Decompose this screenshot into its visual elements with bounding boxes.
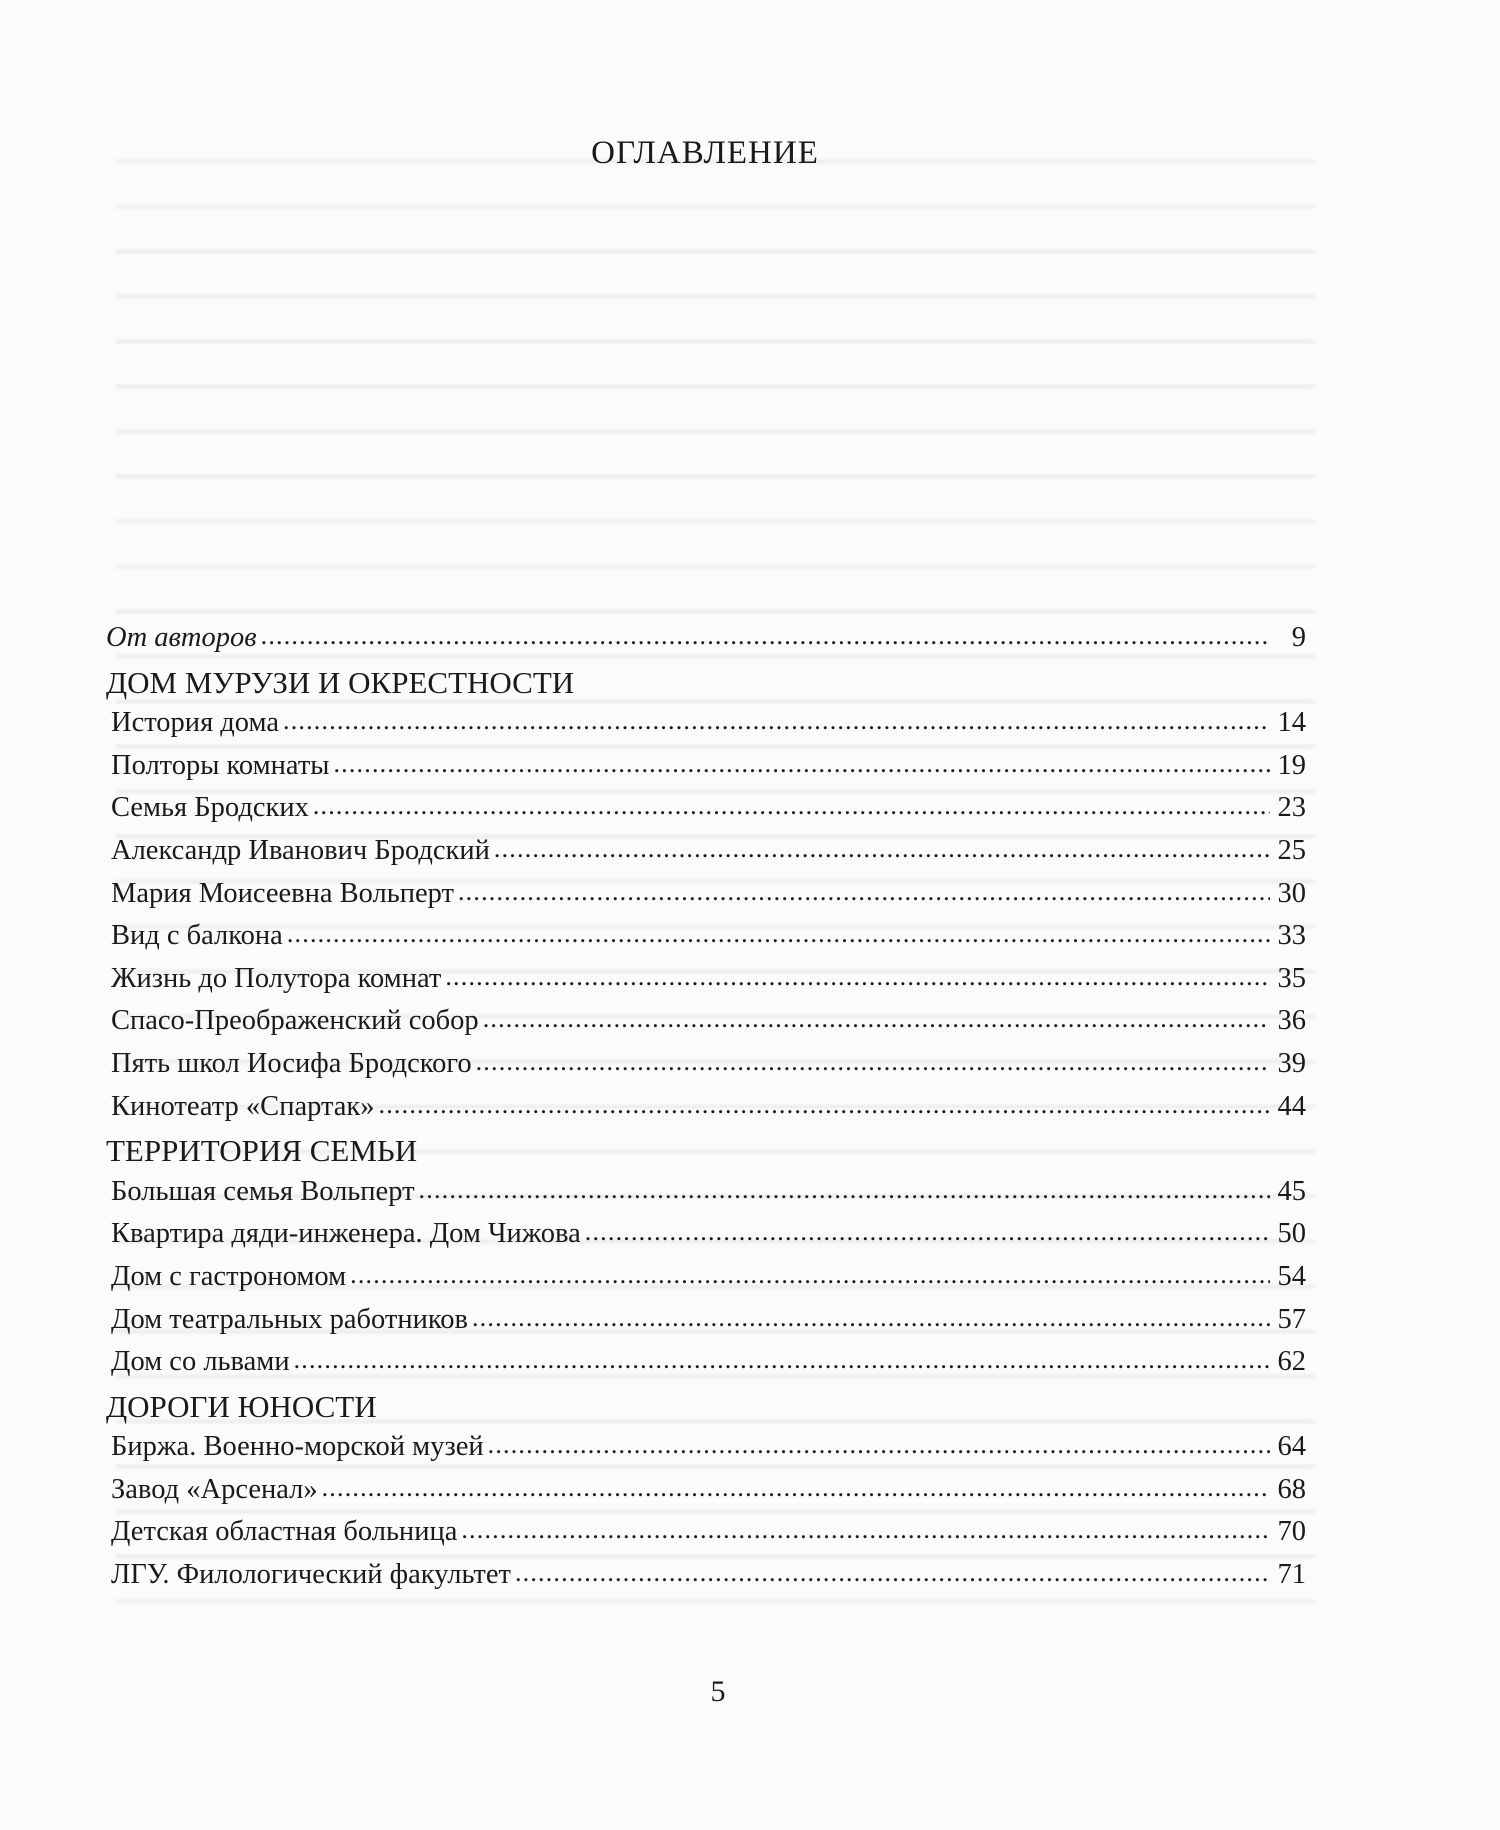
toc-page-number: 71 [1277,1559,1306,1591]
toc-section-heading [106,1133,1306,1176]
toc-section-heading [106,1389,1306,1432]
dot-leader [287,918,1270,950]
toc-page-number: 44 [1277,1090,1306,1122]
toc-page-number: 35 [1277,962,1306,994]
toc-page-number: 14 [1277,707,1306,739]
toc-entry[interactable] [106,1304,1306,1347]
toc-page-number: 64 [1277,1431,1306,1463]
toc-page-number: 30 [1277,877,1306,909]
toc-entry[interactable] [106,1474,1306,1517]
dot-leader [458,876,1270,908]
toc-entry-label: Семья Бродских [111,792,309,824]
toc-page-number: 33 [1277,920,1306,952]
dot-leader [350,1259,1270,1291]
dot-leader [322,1472,1270,1504]
dot-leader [379,1089,1270,1121]
toc-entry-label: Пять школ Иосифа Бродского [111,1047,472,1079]
toc-entry-label: Мария Моисеевна Вольперт [111,877,454,909]
toc-entry[interactable] [106,1261,1306,1304]
toc-page-number: 70 [1277,1516,1306,1548]
toc-entry-label: Биржа. Военно-морской музей [111,1431,484,1463]
toc-entry[interactable] [106,1005,1306,1048]
toc-entry-label: Вид с балкона [111,920,283,952]
toc-page-number: 45 [1277,1175,1306,1207]
toc-page-number: 36 [1277,1005,1306,1037]
toc-entry[interactable] [106,1176,1306,1219]
toc-entry-label: Детская областная больница [111,1516,458,1548]
toc-section-heading [106,665,1306,708]
toc-entry[interactable] [106,707,1306,750]
toc-entry[interactable] [106,878,1306,921]
section-title: ТЕРРИТОРИЯ СЕМЬИ [106,1133,418,1169]
toc-page-number: 25 [1277,834,1306,866]
toc-entry[interactable] [106,750,1306,793]
toc-page-number: 57 [1277,1303,1306,1335]
toc-entry-label: Спасо-Преображенский собор [111,1005,479,1037]
toc-entry-label: Дом со львами [111,1346,290,1378]
toc-page-number: 50 [1277,1218,1306,1250]
toc-entry-label: Большая семья Вольперт [111,1175,415,1207]
toc-entry-label: Квартира дяди-инженера. Дом Чижова [111,1218,581,1250]
table-of-contents [106,622,1306,1602]
dot-leader [585,1216,1270,1248]
toc-page-number: 23 [1277,792,1306,824]
toc-entry[interactable] [106,1516,1306,1559]
toc-entry[interactable] [106,1559,1306,1602]
dot-leader [294,1344,1270,1376]
toc-page-number: 68 [1277,1473,1306,1505]
dot-leader [283,705,1270,737]
toc-entry-label: ЛГУ. Филологический факультет [111,1559,511,1591]
toc-entry[interactable] [106,920,1306,963]
toc-page-number: 39 [1277,1047,1306,1079]
dot-leader [483,1003,1270,1035]
toc-page-number: 54 [1277,1260,1306,1292]
page-title: ОГЛАВЛЕНИЕ [591,135,819,171]
dot-leader [472,1302,1270,1334]
dot-leader [419,1174,1270,1206]
toc-entry[interactable] [106,1218,1306,1261]
toc-entry[interactable] [106,963,1306,1006]
toc-page-number: 19 [1277,749,1306,781]
dot-leader [494,833,1270,865]
toc-entry[interactable] [106,1048,1306,1091]
toc-entry[interactable] [106,792,1306,835]
toc-entry-label: История дома [111,707,279,739]
page-number: 5 [710,1675,726,1708]
toc-entry-label: Дом театральных работников [111,1303,468,1335]
toc-page-number: 9 [1291,622,1306,653]
toc-entry[interactable] [106,1431,1306,1474]
toc-entry-label: Кинотеатр «Спартак» [111,1090,375,1122]
dot-leader [445,961,1270,993]
section-title: ДОМ МУРУЗИ И ОКРЕСТНОСТИ [106,664,575,700]
section-title: ДОРОГИ ЮНОСТИ [106,1388,377,1424]
toc-entry-label: Завод «Арсенал» [111,1473,318,1505]
toc-preface-row[interactable] [106,622,1306,665]
toc-entry[interactable] [106,1346,1306,1389]
dot-leader [461,1514,1270,1546]
dot-leader [515,1557,1270,1589]
toc-entry-label: Полторы комнаты [111,749,330,781]
dot-leader [313,790,1270,822]
toc-entry-label: Дом с гастрономом [111,1260,347,1292]
toc-entry-label: Александр Иванович Бродский [111,834,490,866]
dot-leader [333,748,1270,780]
toc-entry-label: От авторов [106,622,257,653]
toc-entry-label: Жизнь до Полутора комнат [111,962,442,994]
dot-leader [476,1046,1270,1078]
toc-entry[interactable] [106,835,1306,878]
dot-leader [488,1429,1270,1461]
toc-entry[interactable] [106,1091,1306,1134]
dot-leader [261,620,1270,652]
toc-page-number: 62 [1277,1346,1306,1378]
